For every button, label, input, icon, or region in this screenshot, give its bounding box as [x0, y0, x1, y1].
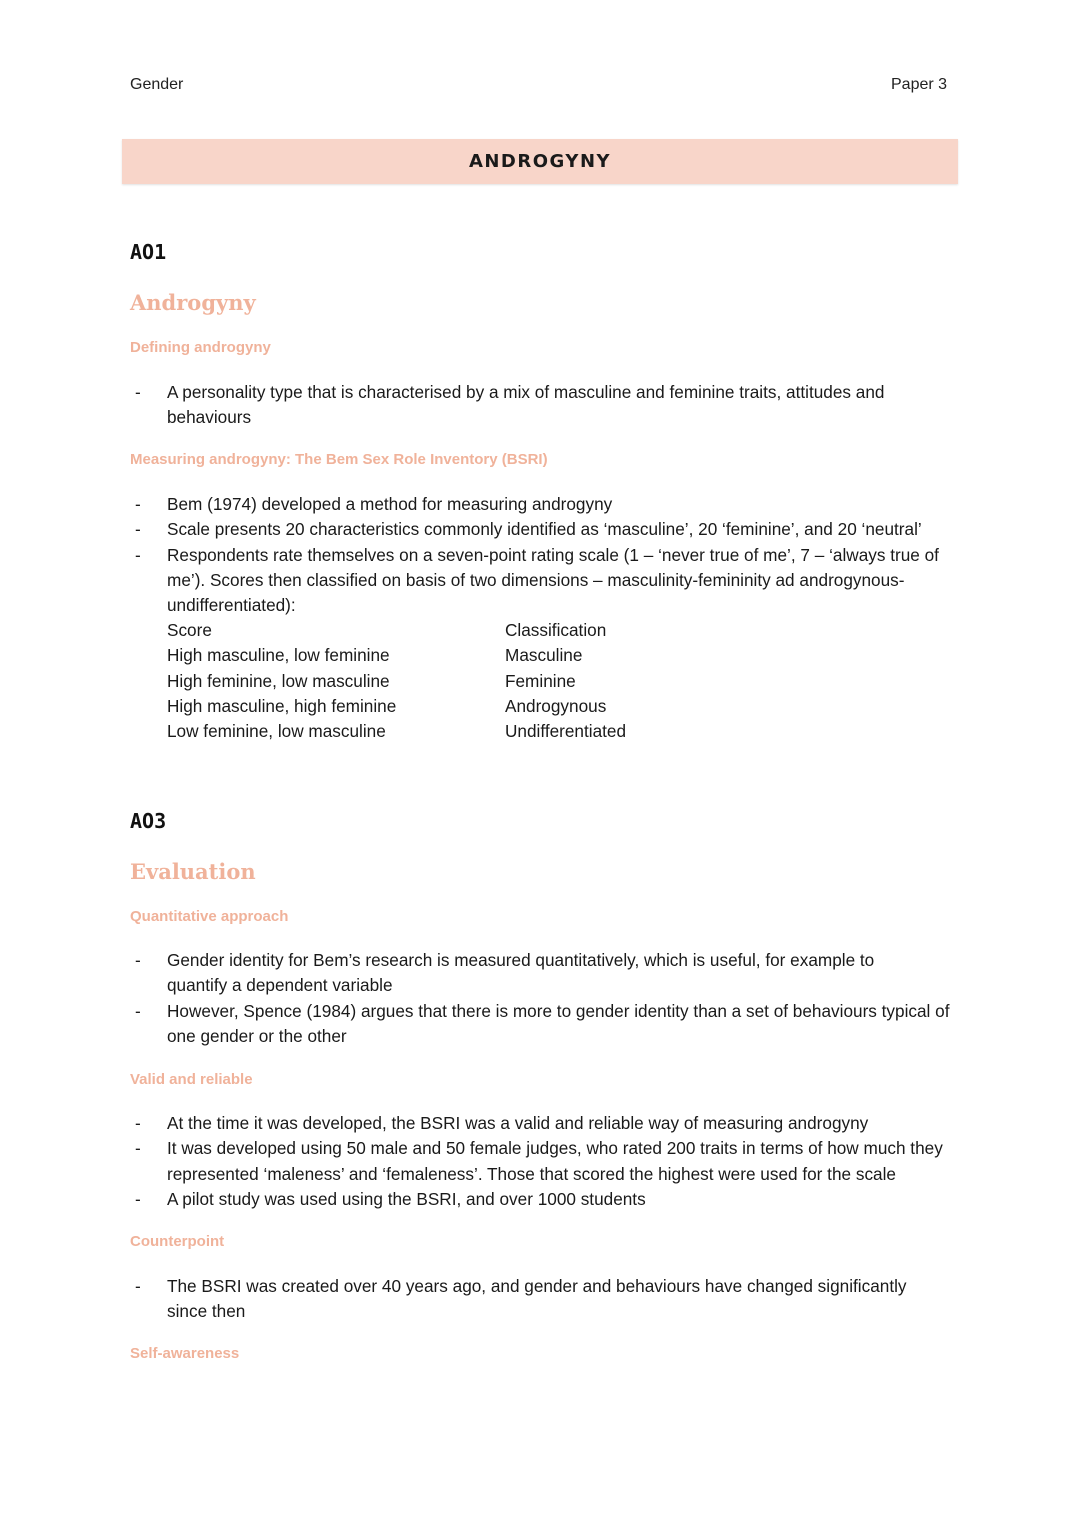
table-cell-classification: Masculine [505, 645, 583, 666]
table-header-row [167, 618, 767, 643]
bullet-list-measuring [130, 492, 960, 618]
table-row [167, 669, 767, 694]
table-header-classification: Classification [505, 620, 607, 640]
section-title-counterpoint: Counterpoint [130, 1233, 225, 1250]
bullet-list-counterpoint [130, 1274, 940, 1325]
list-item: - A pilot study was used using the BSRI, and over 1000 students [130, 1187, 960, 1212]
classification-table [167, 618, 767, 744]
ao1-heading: Androgyny [130, 290, 256, 315]
list-item: - Bem (1974) developed a method for measuring androgyny [130, 492, 960, 517]
table-cell-classification: Undifferentiated [505, 721, 627, 742]
table-row [167, 643, 767, 668]
table-cell-classification: Feminine [505, 670, 576, 691]
table-cell-score: Low feminine, low masculine [167, 721, 386, 742]
title-banner [122, 139, 958, 184]
table-header-score: Score [167, 620, 212, 640]
bullet-list-valid [130, 1111, 960, 1212]
bullet-list-quantitative [130, 948, 960, 1049]
list-item: - Respondents rate themselves on a seven-point rating scale (1 – ‘never true of me’, 7 – ‘always true of me’). Scores then classified on basis of two dimensions – masculinity-femininity ad androgynous-undifferentiated): [130, 543, 960, 619]
list-item: - Scale presents 20 characteristics commonly identified as ‘masculine’, 20 ‘feminine’, and 20 ‘neutral’ [130, 517, 960, 542]
header-paper: Paper 3 [891, 76, 948, 93]
table-row [167, 719, 767, 744]
table-cell-score: High masculine, high feminine [167, 695, 397, 716]
table-cell-classification: Androgynous [505, 695, 607, 716]
list-item: - At the time it was developed, the BSRI was a valid and reliable way of measuring androgyny [130, 1111, 960, 1136]
ao3-label: AO3 [130, 809, 167, 833]
header-subject: Gender [130, 76, 184, 93]
section-title-defining: Defining androgyny [130, 339, 271, 356]
list-item: - However, Spence (1984) argues that there is more to gender identity than a set of behaviours typical of one gender or the other [130, 999, 960, 1050]
list-item: - The BSRI was created over 40 years ago, and gender and behaviours have changed significantly since then [130, 1274, 940, 1325]
ao3-heading: Evaluation [130, 859, 256, 884]
list-item: - Gender identity for Bem’s research is measured quantitatively, which is useful, for example to quantify a dependent variable [130, 948, 960, 999]
page-title: ANDROGYNY [468, 151, 612, 172]
section-title-measuring: Measuring androgyny: The Bem Sex Role Inventory (BSRI) [130, 451, 548, 468]
ao1-label: AO1 [130, 240, 167, 264]
section-title-valid: Valid and reliable [130, 1071, 253, 1088]
table-cell-score: High feminine, low masculine [167, 670, 390, 691]
table-row [167, 694, 767, 719]
section-title-self-awareness: Self-awareness [130, 1345, 240, 1362]
list-item: - A personality type that is characterised by a mix of masculine and feminine traits, attitudes and behaviours [130, 380, 920, 431]
bullet-list-defining [130, 380, 920, 431]
section-title-quantitative: Quantitative approach [130, 908, 289, 925]
table-cell-score: High masculine, low feminine [167, 645, 390, 666]
list-item: - It was developed using 50 male and 50 female judges, who rated 200 traits in terms of how much they represented ‘maleness’ and ‘femaleness’. Those that scored the highest were used for the scale [130, 1136, 960, 1187]
